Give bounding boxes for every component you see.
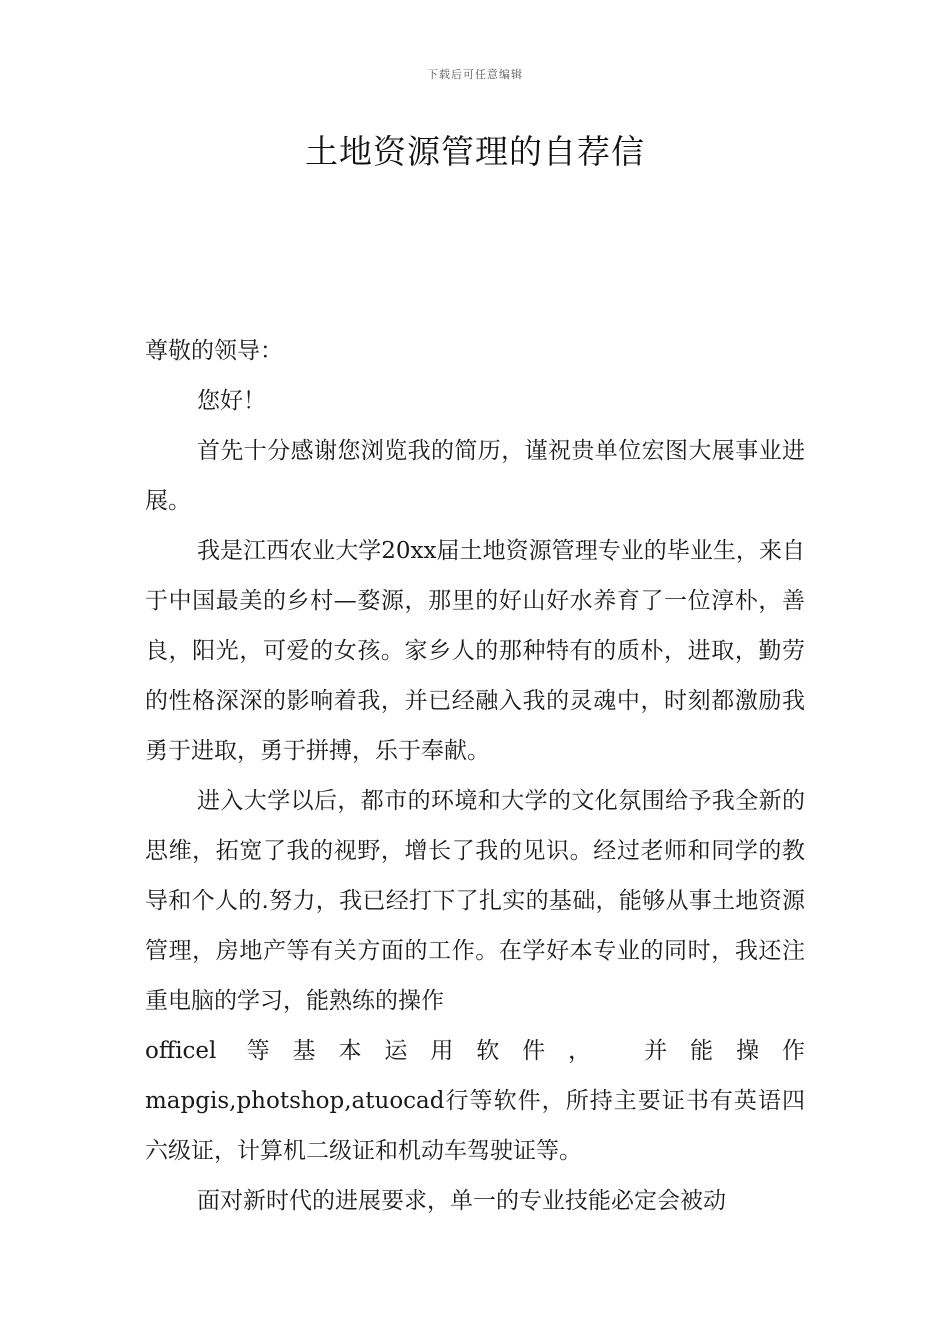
paragraph-university: 进入大学以后，都市的环境和大学的文化氛围给予我全新的思维，拓宽了我的视野，增长了我的见识。经过老师和同学的教导和个人的.努力，我已经打下了扎实的基础，能够从事土地资源管理，房地产等有关方面的工作。在学好本专业的同时，我还注重电脑的学习，能熟练的操作 xyxy=(145,788,805,1014)
paragraph-software-continued: mapgis,photshop,atuocad行等软件，所持主要证书有英语四六级证，计算机二级证和机动车驾驶证等。 xyxy=(145,1088,805,1164)
greeting: 您好！ xyxy=(197,388,266,414)
paragraph-new-era: 面对新时代的进展要求，单一的专业技能必定会被动 xyxy=(197,1188,726,1214)
paragraph-introduction: 我是江西农业大学20xx届土地资源管理专业的毕业生，来自于中国最美的乡村—婺源，那里的好山好水养育了一位淳朴，善良，阳光，可爱的女孩。家乡人的那种特有的质朴，进取，勤劳的性格深深的影响着我，并已经融入我的灵魂中，时刻都激励我勇于进取，勇于拼搏，乐于奉献。 xyxy=(145,538,805,764)
paragraph-thanks: 首先十分感谢您浏览我的简历，谨祝贵单位宏图大展事业进展。 xyxy=(145,438,805,514)
letter-body xyxy=(145,326,805,1226)
document-title: 土地资源管理的自荐信 xyxy=(305,132,645,171)
paragraph-software-line: officel 等基本运用软件， 并能操作 xyxy=(145,1038,805,1064)
header-note: 下载后可任意编辑 xyxy=(427,68,523,81)
salutation: 尊敬的领导： xyxy=(145,338,283,364)
